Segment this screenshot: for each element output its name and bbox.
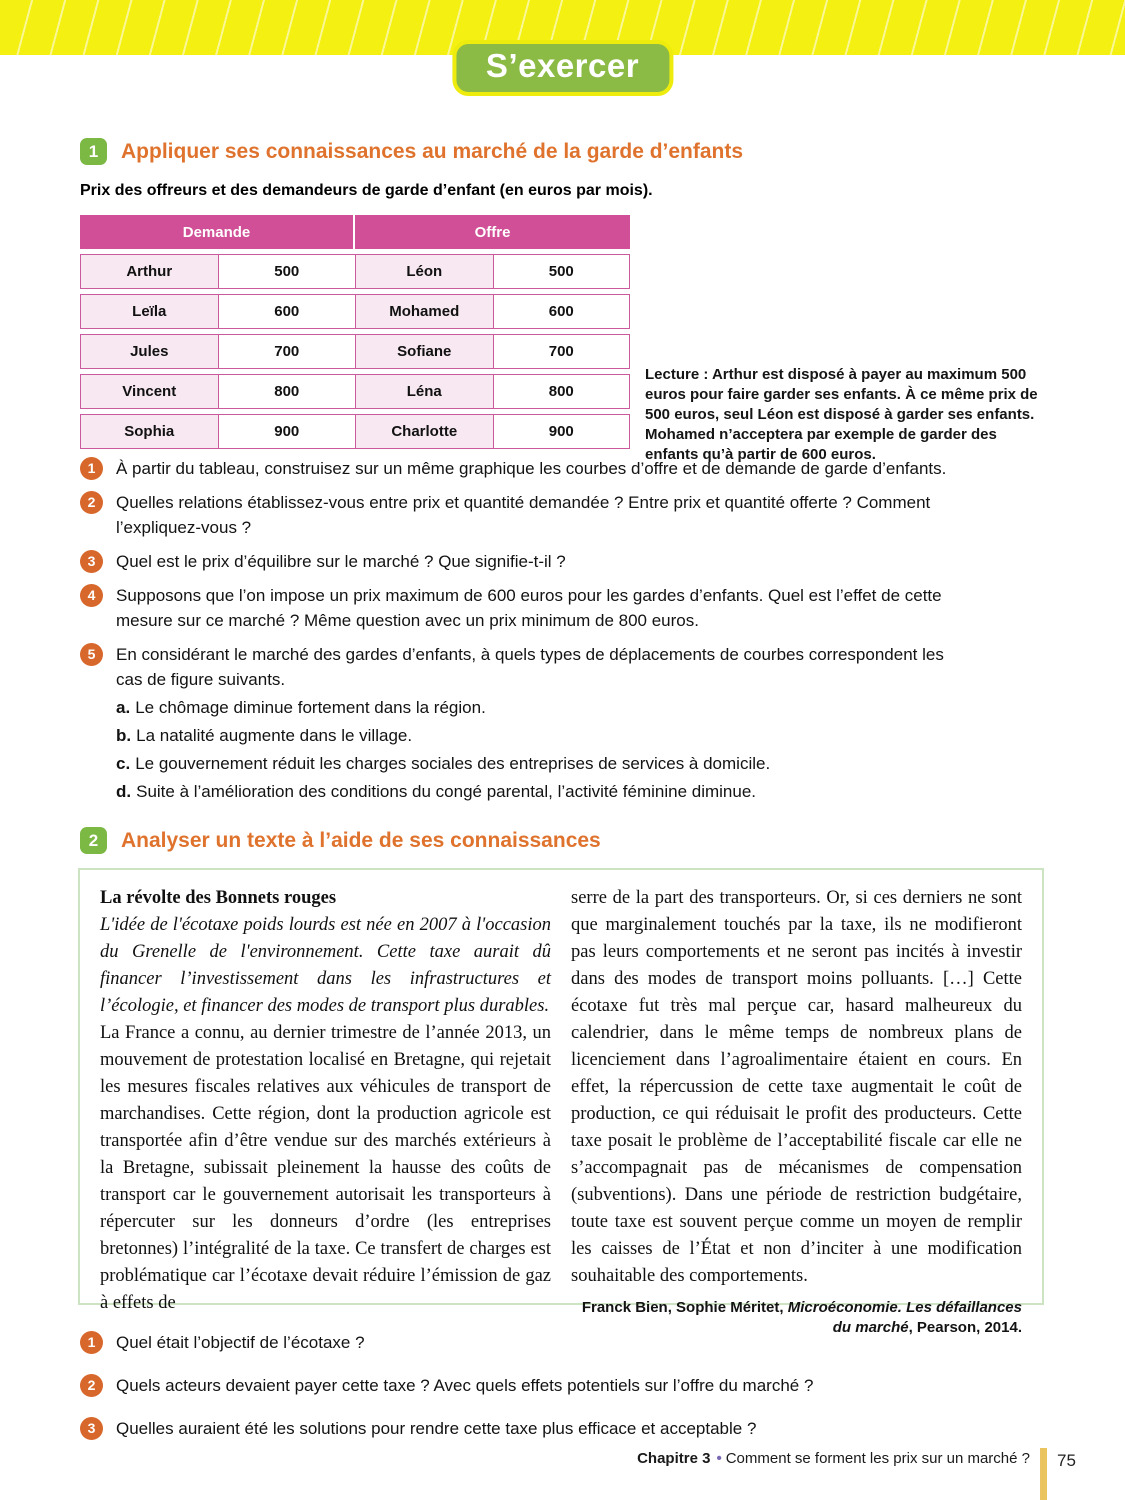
sub-question-list	[116, 694, 970, 806]
question-item	[80, 642, 970, 692]
footer-chapter-line	[637, 1450, 1030, 1467]
question-text: Quel est le prix d’équilibre sur le marché ? Que signifie-t-il ?	[116, 552, 566, 571]
offer-price-cell: 900	[493, 414, 631, 449]
table-row	[80, 254, 630, 289]
exercise1-questions	[80, 456, 970, 806]
section-tab-sexercer: S’exercer	[452, 40, 673, 96]
question-text: En considérant le marché des gardes d’enfants, à quels types de déplacements de courbes correspondent les cas de figure suivants.	[116, 645, 944, 689]
table-row	[80, 294, 630, 329]
price-table	[80, 210, 630, 454]
sub-question-letter: b.	[116, 726, 132, 745]
question-number-badge: 5	[80, 643, 103, 666]
footer-bullet: •	[716, 1450, 722, 1467]
sub-question-letter: a.	[116, 698, 131, 717]
source-authors: Franck Bien, Sophie Méritet,	[581, 1299, 788, 1316]
question-item	[80, 1330, 970, 1355]
footer-chapter-title: Comment se forment les prix sur un marché ?	[725, 1450, 1030, 1467]
demande-header-cell: Demande	[80, 215, 355, 249]
question-item	[80, 583, 970, 633]
offer-name-cell: Charlotte	[355, 414, 493, 449]
question-text: Quel était l’objectif de l’écotaxe ?	[116, 1333, 365, 1352]
footer-chapter-label: Chapitre 3	[637, 1450, 711, 1467]
offer-name-cell: Léon	[355, 254, 493, 289]
demand-name-cell: Vincent	[80, 374, 218, 409]
question-item	[80, 490, 970, 540]
table-header-row	[80, 215, 630, 249]
table-row	[80, 374, 630, 409]
offer-name-cell: Sofiane	[355, 334, 493, 369]
offer-price-cell: 800	[493, 374, 631, 409]
sub-question-letter: c.	[116, 754, 131, 773]
exercise2-title: Analyser un texte à l’aide de ses connaissances	[121, 828, 601, 852]
offer-price-cell: 500	[493, 254, 631, 289]
document-title: La révolte des Bonnets rouges	[100, 888, 337, 908]
sub-question-text: Suite à l’amélioration des conditions du congé parental, l’activité féminine diminue.	[136, 782, 757, 801]
question-number-badge: 2	[80, 1374, 103, 1397]
document-body-left: La France a connu, au dernier trimestre de l’année 2013, un mouvement de protestation localisé en Bretagne, qui rejetait les mesures fiscales relatives aux véhicules de transport de marchandises. Cette région, dont la production agricole est transportée afin d’être vendue sur des marchés extérieurs à la Bretagne, subissait pleinement la hausse des coûts de transport car le gouvernement autorisait les transporteurs à répercuter sur les donneurs d’ordre (les entreprises bretonnes) l’intégralité de la taxe. Ce transfert de charges est problématique car l’écotaxe devait réduire l’émission de gaz à effets de	[100, 1023, 551, 1313]
question-item	[80, 549, 970, 574]
question-number-badge: 2	[80, 491, 103, 514]
sub-question-item	[116, 694, 970, 722]
textbox-column-right	[571, 885, 1022, 1338]
document-textbox	[78, 868, 1044, 1336]
demand-price-cell: 700	[218, 334, 356, 369]
question-item	[80, 1416, 970, 1441]
offer-name-cell: Léna	[355, 374, 493, 409]
question-number-badge: 4	[80, 584, 103, 607]
sub-question-text: Le chômage diminue fortement dans la région.	[135, 698, 486, 717]
document-body-right: serre de la part des transporteurs. Or, si ces derniers ne sont que marginalement touchés par la taxe, ils ne modifieront pas leurs comportements et ne seront pas incités à investir dans des modes de transport moins polluants. […] Cette écotaxe fut très mal perçue car, hasard malheureux du calendrier, dans le même temps de nombreux plans de licenciement dans l’agroalimentaire étaient en cours. En effet, la répercussion de cette taxe augmentait le coût de production, ce qui réduisait le profit des producteurs. Cette taxe posait le problème de l’acceptabilité fiscale car elle ne s’accompagnait pas de mécanismes de compensation (subventions). Dans une période de restriction budgétaire, toute taxe est souvent perçue comme un moyen de remplir les caisses de l’État et non d’inciter à une modification souhaitable des comportements.	[571, 888, 1022, 1286]
exercise2-questions	[80, 1330, 970, 1459]
sub-question-text: Le gouvernement réduit les charges sociales des entreprises de services à domicile.	[135, 754, 771, 773]
question-text: Quels acteurs devaient payer cette taxe ? Avec quels effets potentiels sur l’offre du marché ?	[116, 1376, 814, 1395]
question-item	[80, 456, 970, 481]
offer-name-cell: Mohamed	[355, 294, 493, 329]
question-number-badge: 3	[80, 550, 103, 573]
demand-price-cell: 900	[218, 414, 356, 449]
document-intro-italic: L'idée de l'écotaxe poids lourds est née en 2007 à l'occasion du Grenelle de l'environnement. Cette taxe aurait dû financer l’investissement dans les infrastructures et l’écologie, et financer des modes de transport plus durables.	[100, 915, 551, 1016]
question-item	[80, 1373, 970, 1398]
table-row	[80, 334, 630, 369]
exercise1-header	[80, 138, 743, 165]
footer-gold-bar	[1040, 1448, 1047, 1500]
source-suffix: , Pearson, 2014.	[908, 1319, 1022, 1336]
sub-question-item	[116, 750, 970, 778]
table-row	[80, 414, 630, 449]
demand-name-cell: Arthur	[80, 254, 218, 289]
question-number-badge: 1	[80, 457, 103, 480]
table-caption: Prix des offreurs et des demandeurs de garde d’enfant (en euros par mois).	[80, 182, 653, 199]
textbox-columns	[100, 885, 1022, 1338]
source-book-title: Microéconomie. Les défaillances du marché	[787, 1299, 1022, 1336]
sub-question-item	[116, 722, 970, 750]
textbox-column-left	[100, 885, 551, 1338]
demand-name-cell: Leïla	[80, 294, 218, 329]
question-text: À partir du tableau, construisez sur un même graphique les courbes d’offre et de demande de garde d’enfants.	[116, 459, 947, 478]
demand-name-cell: Jules	[80, 334, 218, 369]
sub-question-text: La natalité augmente dans le village.	[136, 726, 413, 745]
sub-question-item	[116, 778, 970, 806]
question-text: Quelles auraient été les solutions pour rendre cette taxe plus efficace et acceptable ?	[116, 1419, 757, 1438]
exercise1-number-badge: 1	[80, 138, 107, 165]
question-text: Quelles relations établissez-vous entre prix et quantité demandée ? Entre prix et quantité offerte ? Comment l’expliquez-vous ?	[116, 493, 931, 537]
page-number: 75	[1057, 1451, 1076, 1470]
offre-header-cell: Offre	[355, 215, 630, 249]
demand-price-cell: 600	[218, 294, 356, 329]
question-number-badge: 3	[80, 1417, 103, 1440]
lecture-note: Lecture : Arthur est disposé à payer au maximum 500 euros pour faire garder ses enfants. À ce même prix de 500 euros, seul Léon est disposé à garder ses enfants. Mohamed n’acceptera par exemple de garder des enfants qu’à partir de 600 euros.	[645, 366, 1038, 463]
sub-question-letter: d.	[116, 782, 132, 801]
offer-price-cell: 600	[493, 294, 631, 329]
question-number-badge: 1	[80, 1331, 103, 1354]
exercise2-number-badge: 2	[80, 827, 107, 854]
exercise2-header	[80, 827, 601, 854]
demand-price-cell: 500	[218, 254, 356, 289]
demand-name-cell: Sophia	[80, 414, 218, 449]
demand-price-cell: 800	[218, 374, 356, 409]
offer-price-cell: 700	[493, 334, 631, 369]
question-text: Supposons que l’on impose un prix maximum de 600 euros pour les gardes d’enfants. Quel est l’effet de cette mesure sur ce marché ? Même question avec un prix minimum de 800 euros.	[116, 586, 942, 630]
exercise1-title: Appliquer ses connaissances au marché de la garde d’enfants	[121, 139, 744, 163]
